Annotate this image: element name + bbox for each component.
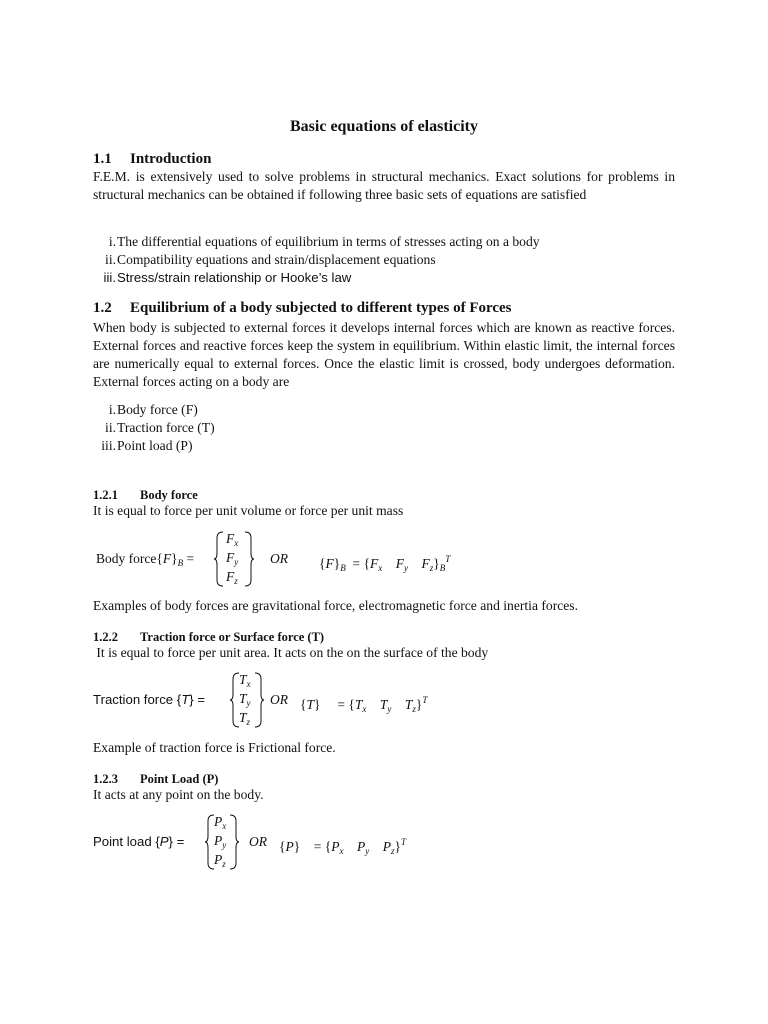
equation-label: Point load — [93, 834, 152, 849]
list-item: ii.Compatibility equations and strain/displacement equations — [105, 252, 436, 267]
subsection-number: 1.2.2 — [93, 630, 118, 644]
or-keyword: OR — [270, 551, 288, 566]
intro-paragraph: F.E.M. is extensively used to solve problems in structural mechanics. Exact solutions for problems in structural mechanics can be obtained if following three basic sets of equations are satisfied — [93, 169, 675, 202]
subsection-title: Traction force or Surface force (T) — [140, 630, 325, 644]
page-title: Basic equations of elasticity — [290, 118, 478, 135]
external-forces-list — [93, 401, 693, 455]
list-item: i.Body force (F) — [108, 402, 198, 417]
column-vector: $T_x$ $T_y$ $T_z$ — [230, 671, 264, 729]
point-load-equation: Point load {P} = $P_x$ $P_y$ $P_z$ OR {P} = {$P_x$ $P_y$ $P_z\}^T$ — [93, 814, 406, 869]
traction-force-definition: It is equal to force per unit area. It acts on the on the surface of the body — [93, 645, 489, 660]
subsection-number: 1.2.3 — [93, 772, 118, 786]
row-vector: {P} = {$P_x$ $P_y$ $P_z\}^T$ — [279, 837, 406, 856]
equilibrium-paragraph: When body is subjected to external forces it develops internal forces which are known as reactive forces. External forces and reactive forces keep the system in equilibrium. Within elastic limit, the internal forces are numerically equal to external forces. Once the elastic limit is crossed, body undergoes deformation. External forces acting on a body are — [93, 320, 675, 389]
body-force-equation: Body $force\{F\}_B$ = $F_x$ $F_y$ $F_z$ OR $\{F\}_B = \{F_x$ $F_y$ $F_z\}_B^T$ — [96, 531, 451, 586]
section-heading-introduction — [93, 150, 211, 168]
point-load-definition: It acts at any point on the body. — [93, 787, 264, 802]
subsection-number: 1.2.1 — [93, 488, 118, 502]
row-vector: {T} = {$T_x$ $T_y$ $T_z\}^T$ — [300, 695, 428, 714]
column-vector: $F_x$ $F_y$ $F_z$ — [214, 530, 254, 588]
subsection-title: Point Load (P) — [140, 772, 219, 786]
subsection-title: Body force — [140, 488, 198, 502]
body-force-definition: It is equal to force per unit volume or force per unit mass — [93, 503, 404, 518]
row-vector: $\{F\}_B = \{F_x$ $F_y$ $F_z\}_B^T$ — [319, 554, 451, 573]
equation-label: Body force — [96, 551, 157, 566]
section-number: 1.2 — [93, 300, 112, 316]
body-force-examples: Examples of body forces are gravitational force, electromagnetic force and inertia forces. — [93, 598, 578, 613]
list-item: ii.Traction force (T) — [105, 420, 215, 435]
list-item: i.The differential equations of equilibrium in terms of stresses acting on a body — [108, 234, 540, 249]
list-item: iii.Point load (P) — [101, 438, 193, 453]
equation-label: Traction force — [93, 692, 174, 707]
equation-sets-list — [93, 233, 693, 287]
section-heading-equilibrium — [93, 299, 512, 317]
traction-force-equation: Traction force {T} = $T_x$ $T_y$ $T_z$ OR {T} = {$T_x$ $T_y$ $T_z\}^T$ — [93, 672, 428, 727]
traction-force-example: Example of traction force is Frictional force. — [93, 740, 336, 755]
column-vector: $P_x$ $P_y$ $P_z$ — [205, 813, 239, 871]
or-keyword: OR — [249, 834, 267, 849]
or-keyword: OR — [270, 692, 288, 707]
section-number: 1.1 — [93, 151, 112, 167]
section-title: Introduction — [130, 151, 212, 167]
list-item: iii.Stress/strain relationship or Hooke’s law — [103, 270, 352, 285]
section-title: Equilibrium of a body subjected to different types of Forces — [130, 300, 512, 316]
